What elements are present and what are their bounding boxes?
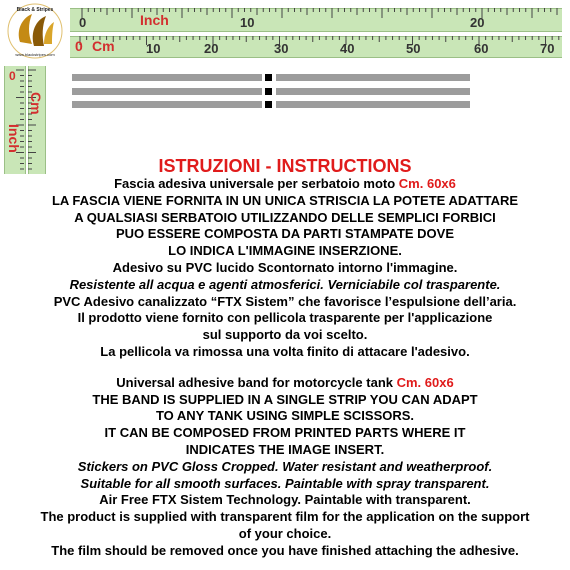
cm-tick-30: 30 bbox=[274, 41, 289, 56]
italian-line-6: Adesivo su PVC lucido Scontornato intorno l'immagine. bbox=[112, 259, 458, 275]
spacer bbox=[0, 361, 570, 375]
strip-marker-3 bbox=[265, 101, 272, 108]
italian-line-3: A QUALSIASI SERBATOIO UTILIZZANDO DELLE SEMPLICI FORBICI bbox=[74, 209, 496, 225]
english-line-1 bbox=[0, 375, 570, 392]
english-line-3: TO ANY TANK USING SIMPLE SCISSORS. bbox=[155, 408, 415, 424]
italian-line-1 bbox=[0, 176, 570, 193]
strip-marker-2 bbox=[265, 88, 272, 95]
english-size: Cm. 60x6 bbox=[396, 374, 454, 390]
italian-line-7: Resistente all acqua e agenti atmosferici. Verniciabile col trasparente. bbox=[69, 276, 501, 292]
cm-tick-0: 0 bbox=[75, 38, 83, 54]
inch-tick-20: 20 bbox=[470, 15, 485, 30]
feather-wing-logo-icon bbox=[6, 2, 64, 60]
english-line-6: Stickers on PVC Gloss Cropped. Water resistant and weatherproof. bbox=[77, 458, 493, 474]
strip-left-2 bbox=[72, 88, 262, 95]
cm-tick-40: 40 bbox=[340, 41, 355, 56]
vertical-cm-label: Cm bbox=[28, 92, 44, 115]
italian-line-1-text: Fascia adesiva universale per serbatoio moto bbox=[114, 176, 399, 191]
inch-tick-0: 0 bbox=[79, 15, 87, 30]
inch-tick-10: 10 bbox=[240, 15, 255, 30]
cm-ruler-label: Cm bbox=[92, 38, 115, 54]
english-line-8: Air Free FTX Sistem Technology. Paintable with transparent. bbox=[99, 492, 471, 508]
strip-right-3 bbox=[276, 101, 470, 108]
vertical-inch-label: Inch bbox=[6, 124, 22, 153]
logo-top-text: Black & Stripes bbox=[16, 7, 54, 13]
italian-line-9: Il prodotto viene fornito con pellicola trasparente per l'applicazione bbox=[77, 310, 493, 326]
cm-tick-60: 60 bbox=[474, 41, 489, 56]
inch-ruler-label: Inch bbox=[140, 12, 169, 28]
cm-tick-70: 70 bbox=[540, 41, 555, 56]
strip-marker-1 bbox=[265, 74, 272, 81]
italian-size: Cm. 60x6 bbox=[398, 176, 456, 191]
english-line-4: IT CAN BE COMPOSED FROM PRINTED PARTS WHERE IT bbox=[104, 425, 466, 441]
cm-tick-10: 10 bbox=[146, 41, 161, 56]
cm-tick-50: 50 bbox=[406, 41, 421, 56]
english-line-7: Suitable for all smooth surfaces. Paintable with spray transparent. bbox=[80, 475, 490, 491]
english-line-1-text: Universal adhesive band for motorcycle tank bbox=[116, 374, 397, 390]
italian-line-8: PVC Adesivo canalizzato “FTX Sistem” che favorisce l’espulsione dell’aria. bbox=[53, 293, 517, 309]
cm-tick-20: 20 bbox=[204, 41, 219, 56]
strip-left-3 bbox=[72, 101, 262, 108]
english-line-2: THE BAND IS SUPPLIED IN A SINGLE STRIP YOU CAN ADAPT bbox=[92, 391, 478, 407]
italian-line-11: La pellicola va rimossa una volta finito di attacare l'adesivo. bbox=[100, 343, 470, 359]
italian-line-5: LO INDICA L'IMMAGINE INSERZIONE. bbox=[168, 243, 402, 259]
english-line-10: of your choice. bbox=[238, 525, 332, 541]
english-line-5: INDICATES THE IMAGE INSERT. bbox=[185, 441, 385, 457]
strip-left-1 bbox=[72, 74, 262, 81]
italian-line-2: LA FASCIA VIENE FORNITA IN UN UNICA STRISCIA LA POTETE ADATTARE bbox=[51, 192, 519, 208]
logo-bottom-text: www.blackstripes.com bbox=[15, 52, 55, 57]
italian-line-10: sul supporto da voi scelto. bbox=[202, 327, 368, 343]
instructions-text bbox=[0, 156, 570, 560]
vertical-ruler-zero: 0 bbox=[9, 69, 16, 83]
strip-right-2 bbox=[276, 88, 470, 95]
instructions-heading: ISTRUZIONI - INSTRUCTIONS bbox=[158, 156, 412, 176]
english-line-9: The product is supplied with transparent film for the application on the support bbox=[40, 509, 530, 525]
italian-line-4: PUO ESSERE COMPOSTA DA PARTI STAMPATE DOVE bbox=[115, 226, 455, 242]
english-line-11: The film should be removed once you have finished attaching the adhesive. bbox=[51, 542, 519, 558]
strip-right-1 bbox=[276, 74, 470, 81]
